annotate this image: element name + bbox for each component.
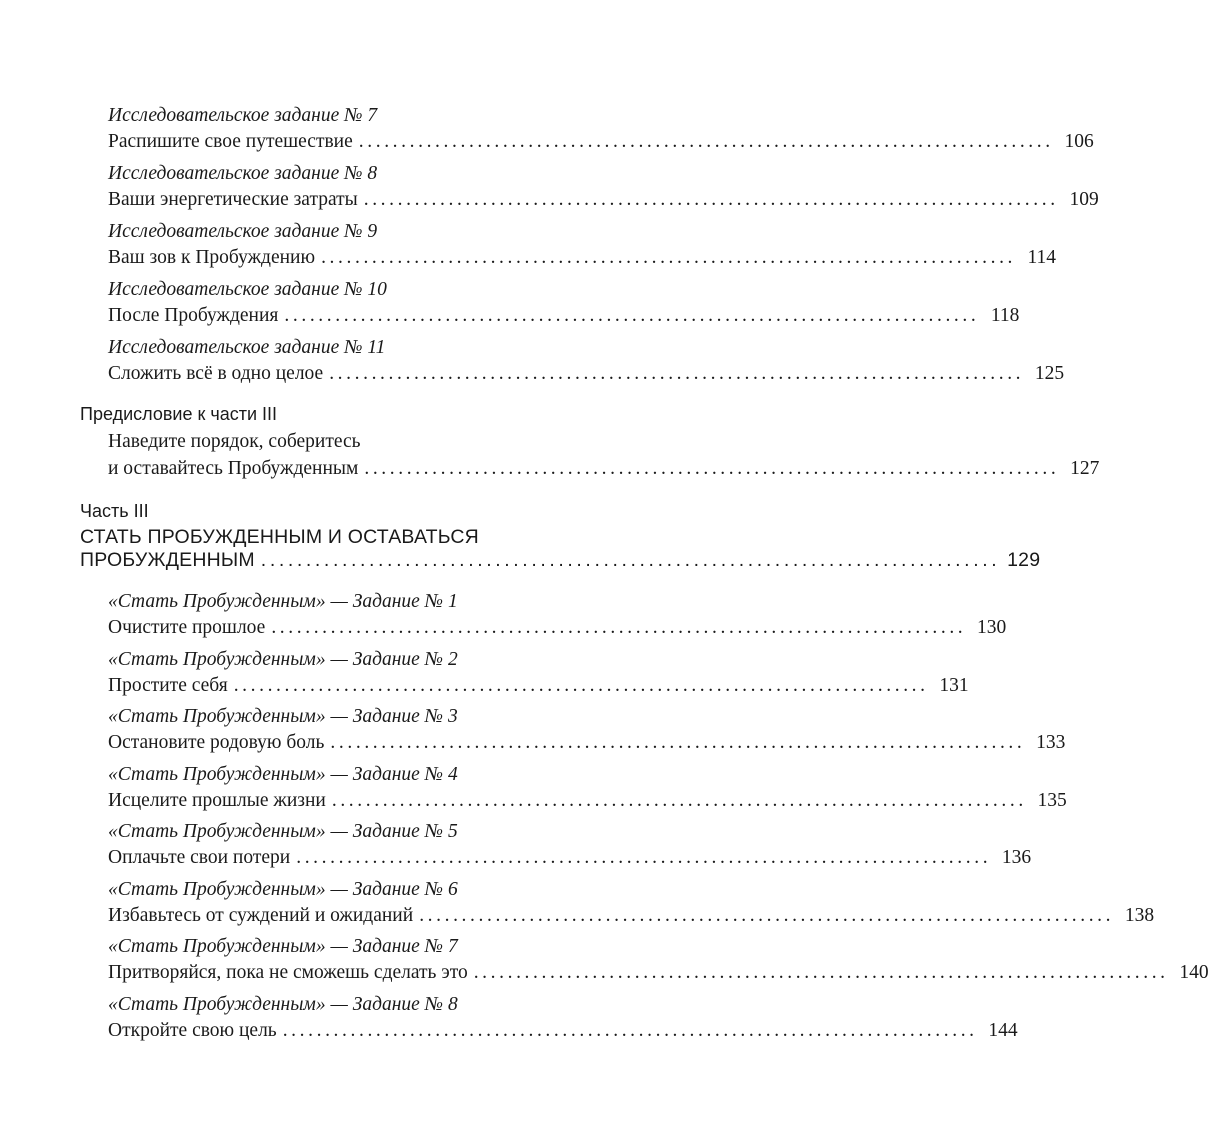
page-number: 109 [1069,189,1099,210]
leader-dots: .................................................................................. [331,790,1027,811]
toc-entry[interactable] [80,549,1041,571]
toc-entry[interactable] [108,1020,1018,1041]
page-number: 118 [990,305,1020,326]
page-number: 133 [1036,732,1066,753]
entry-title: Оплачьте свои потери [108,847,291,868]
entry-title: Исцелите прошлые жизни [108,790,326,811]
task-label: «Стать Пробужденным» — Задание № 7 [108,936,458,957]
task-label: «Стать Пробужденным» — Задание № 5 [108,821,458,842]
task-label: «Стать Пробужденным» — Задание № 2 [108,649,458,670]
toc-entry[interactable] [108,905,1155,926]
leader-dots: .................................................................................. [233,675,929,696]
page-number: 106 [1064,131,1094,152]
page-number: 125 [1034,363,1065,384]
task-label: Исследовательское задание № 8 [108,163,378,184]
section-heading: Предисловие к части III [80,404,278,424]
task-label: Исследовательское задание № 7 [108,105,378,126]
entry-title: Сложить всё в одно целое [108,363,324,384]
entry-title: Притворяйся, пока не сможешь сделать это [108,962,468,983]
task-label: «Стать Пробужденным» — Задание № 6 [108,879,458,900]
leader-dots: .................................................................................. [260,549,1001,571]
part-title-line: СТАТЬ ПРОБУЖДЕННЫМ И ОСТАВАТЬСЯ [80,526,479,548]
task-label: Исследовательское задание № 11 [108,337,386,358]
entry-title: Очистите прошлое [108,617,266,638]
page-number: 135 [1037,790,1067,811]
toc-entry[interactable] [108,732,1066,753]
toc-entry[interactable] [108,847,1032,868]
leader-dots: .................................................................................. [330,732,1026,753]
task-label: «Стать Пробужденным» — Задание № 8 [108,994,458,1015]
task-label: «Стать Пробужденным» — Задание № 1 [108,591,458,612]
toc-entry[interactable] [108,962,1209,983]
part-label: Часть III [80,501,149,521]
leader-dots: .................................................................................. [419,905,1115,926]
entry-title-line: Наведите порядок, соберитесь [108,431,361,452]
leader-dots: .................................................................................. [321,247,1017,268]
leader-dots: .................................................................................. [363,189,1059,210]
leader-dots: .................................................................................. [329,363,1025,384]
task-label: «Стать Пробужденным» — Задание № 4 [108,764,458,785]
entry-title: и оставайтесь Пробужденным [108,458,359,479]
entry-title: Простите себя [108,675,228,696]
part-title: ПРОБУЖДЕННЫМ [80,549,255,571]
page-number: 140 [1179,962,1209,983]
task-label: «Стать Пробужденным» — Задание № 3 [108,706,458,727]
entry-title: Остановите родовую боль [108,732,325,753]
page-number: 136 [1001,847,1032,868]
page-number: 129 [1007,549,1041,571]
entry-title: Откройте свою цель [108,1020,277,1041]
entry-title: После Пробуждения [108,305,279,326]
toc-entry[interactable] [108,675,969,696]
toc-entry[interactable] [108,617,1007,638]
toc-entry[interactable] [108,305,1020,326]
page-number: 144 [988,1020,1018,1041]
toc-entry[interactable] [108,790,1067,811]
page-number: 131 [939,675,969,696]
toc-entry[interactable] [108,458,1100,479]
toc-entry[interactable] [108,189,1099,210]
entry-title: Ваши энергетические затраты [108,189,358,210]
toc-entry[interactable] [108,363,1065,384]
entry-title: Ваш зов к Пробуждению [108,247,316,268]
entry-title: Избавьтесь от суждений и ожиданий [108,905,414,926]
leader-dots: .................................................................................. [473,962,1169,983]
page-number: 127 [1070,458,1100,479]
page-number: 114 [1027,247,1057,268]
leader-dots: .................................................................................. [282,1020,978,1041]
page-number: 138 [1124,905,1155,926]
entry-title: Распишите свое путешествие [108,131,353,152]
leader-dots: .................................................................................. [364,458,1060,479]
toc-entry[interactable] [108,247,1057,268]
leader-dots: .................................................................................. [271,617,967,638]
page-number: 130 [977,617,1007,638]
leader-dots: .................................................................................. [296,847,992,868]
task-label: Исследовательское задание № 9 [108,221,378,242]
task-label: Исследовательское задание № 10 [108,279,387,300]
toc-entry[interactable] [108,131,1094,152]
leader-dots: .................................................................................. [284,305,980,326]
leader-dots: .................................................................................. [358,131,1054,152]
